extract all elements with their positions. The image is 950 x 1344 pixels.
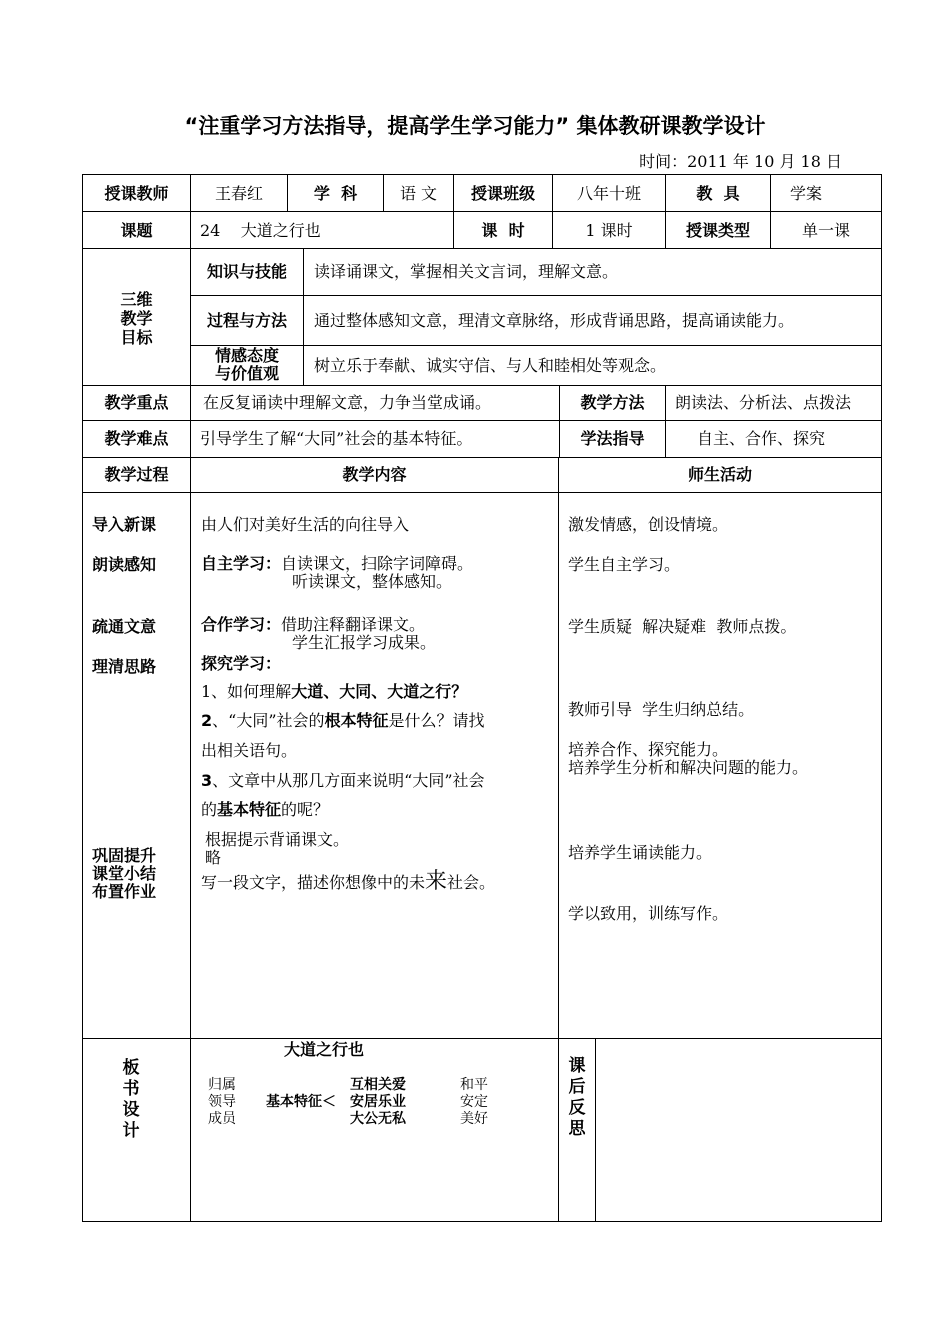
hours-label: 课 时	[481, 221, 525, 240]
topic-value: 24 大道之行也	[200, 221, 321, 240]
step-homework: 布置作业	[92, 882, 157, 901]
class-value: 八年十班	[576, 184, 641, 203]
class-label: 授课班级	[470, 184, 535, 203]
process-col-content: 教学内容	[342, 465, 407, 484]
activity-5: 培养合作、探究能力。	[568, 740, 729, 759]
key-value: 在反复诵读中理解文意，力争当堂成诵。	[203, 393, 492, 412]
reflection-area	[596, 1039, 881, 1221]
content-explore-label: 探究学习：	[201, 654, 282, 673]
process-col-activity: 师生活动	[687, 465, 752, 484]
activity-1: 激发情感，创设情境。	[568, 515, 729, 534]
emotion-value: 树立乐于奉献、诚实守信、与人和睦相处等观念。	[314, 356, 667, 375]
step-intro: 导入新课	[92, 515, 157, 534]
process-label: 过程与方法	[206, 311, 287, 330]
knowledge-value: 读译诵课文，掌握相关文言词，理解文意。	[314, 262, 619, 281]
content-question-1: 1、如何理解大道、大同、大道之行？	[201, 682, 468, 701]
emotion-label: 情感态度 与价值观	[214, 346, 279, 383]
process-col-step: 教学过程	[104, 465, 169, 484]
topic-label: 课题	[120, 221, 153, 240]
board-right-list: 和平 安定 美好	[460, 1077, 488, 1127]
teacher-label: 授课教师	[104, 184, 169, 203]
tools-value: 学案	[790, 184, 823, 203]
content-question-2: 2、“大同”社会的根本特征是什么？请找	[201, 711, 485, 730]
difficulty-value: 引导学生了解“大同”社会的基本特征。	[200, 429, 473, 448]
content-question-3-line2: 的基本特征的呢？	[201, 800, 330, 819]
teacher-value: 王春红	[214, 184, 263, 203]
activity-8: 学以致用，训练写作。	[568, 904, 729, 923]
content-coop-study: 合作学习：借助注释翻译课文。 学生汇报学习成果。	[201, 615, 437, 652]
document-title: “注重学习方法指导，提高学生学习能力” 集体教研课教学设计	[184, 114, 766, 138]
method-label: 教学方法	[580, 393, 645, 412]
content-summary: 略	[205, 848, 222, 867]
difficulty-label: 教学难点	[104, 429, 169, 448]
step-clear: 疏通文意	[92, 617, 157, 636]
date-line: 时间：2011 年 10 月 18 日	[639, 152, 842, 171]
subject-label: 学 科	[313, 184, 358, 203]
content-writing: 写一段文字，描述你想像中的未来社会。	[201, 869, 496, 894]
process-value: 通过整体感知文意，理清文章脉络，形成背诵思路，提高诵读能力。	[314, 311, 795, 330]
type-label: 授课类型	[685, 221, 750, 240]
content-question-3: 3、文章中从那几方面来说明“大同”社会	[201, 771, 485, 790]
hours-value: 1 课时	[585, 221, 633, 240]
activity-2: 学生自主学习。	[568, 555, 681, 574]
content-recite: 根据提示背诵课文。	[205, 830, 350, 849]
goals-label: 三维 教学 目标	[120, 290, 153, 347]
board-left-list: 归属 领导 成员	[208, 1077, 236, 1127]
board-label: 板书设计	[122, 1058, 140, 1141]
activity-6: 培养学生分析和解决问题的能力。	[568, 758, 809, 777]
key-label: 教学重点	[104, 393, 169, 412]
step-sort: 理清思路	[92, 657, 157, 676]
step-consolidate: 巩固提升	[92, 846, 157, 865]
knowledge-label: 知识与技能	[206, 262, 287, 281]
activity-3: 学生质疑 解决疑难 教师点拨。	[568, 617, 797, 636]
type-value: 单一课	[801, 221, 850, 240]
tools-label: 教 具	[696, 184, 740, 203]
content-intro: 由人们对美好生活的向往导入	[201, 515, 410, 534]
guide-value: 自主、合作、探究	[697, 429, 826, 448]
activity-7: 培养学生诵读能力。	[568, 843, 713, 862]
content-question-2-line2: 出相关语句。	[201, 741, 298, 760]
board-center: 基本特征＜	[266, 1094, 336, 1110]
method-value: 朗读法、分析法、点拨法	[675, 393, 852, 412]
subject-value: 语 文	[399, 184, 438, 203]
step-summary: 课堂小结	[92, 864, 157, 883]
step-read: 朗读感知	[92, 555, 157, 574]
content-self-study: 自主学习：自读课文，扫除字词障碍。 听读课文，整体感知。	[201, 554, 474, 591]
step-consolidate-group	[92, 847, 156, 901]
reflection-label: 课后反思	[568, 1056, 586, 1139]
board-title: 大道之行也	[284, 1040, 365, 1059]
activity-4: 教师引导 学生归纳总结。	[568, 700, 755, 719]
guide-label: 学法指导	[580, 429, 645, 448]
board-mid-list: 互相关爱 安居乐业 大公无私	[350, 1077, 406, 1127]
